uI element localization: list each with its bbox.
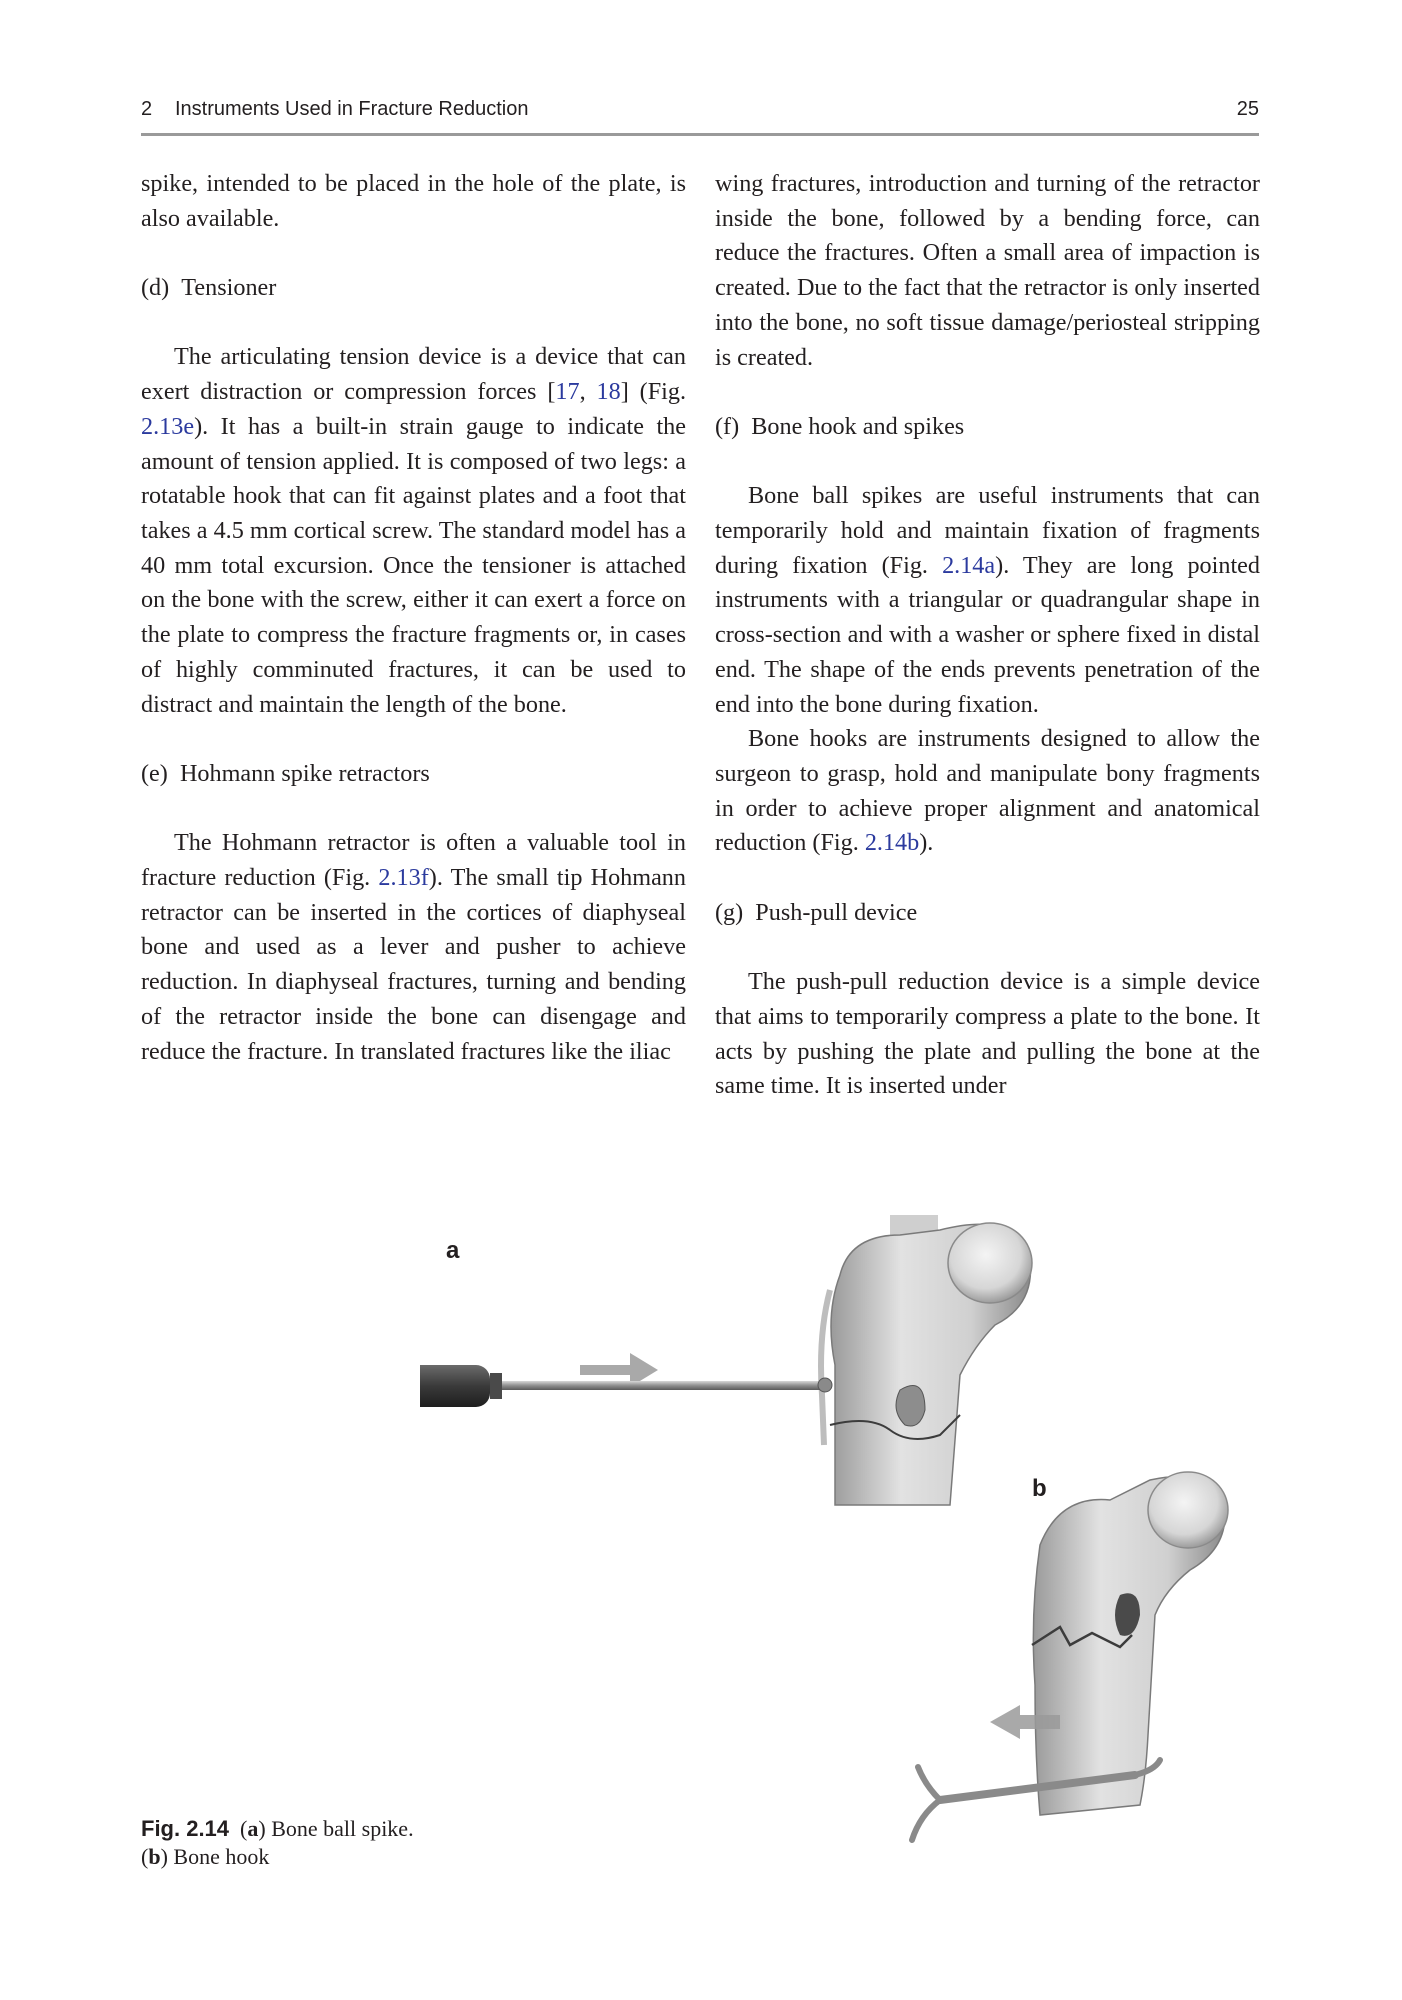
figure-link[interactable]: 2.13e — [141, 412, 195, 440]
section-heading-d: (d) Tensioner — [141, 274, 277, 302]
section-heading-g: (g) Push-pull device — [715, 898, 918, 926]
left-column — [141, 167, 686, 1069]
figure-link[interactable]: 2.14a — [942, 551, 996, 579]
figure-label-a: a — [446, 1237, 460, 1264]
running-head — [141, 96, 1259, 126]
chapter-title: Instruments Used in Fracture Reduction — [175, 98, 529, 120]
paragraph-tensioner: The articulating tension device is a device that can exert distraction or compression forces [17, 18] (Fig. 2.13e). It has a built-in strain gauge to indicate the amount of tension applied. It is composed of two legs: a rotatable hook that can fit against plates and a foot that takes a 4.5 mm cortical screw. The standard model has a 40 mm total excursion. Once the tensioner is attached on the bone with the screw, either it can exert a force on the plate to compress the fracture fragments or, in cases of highly comminuted fractures, it can be used to distract and maintain the length of the bone. — [141, 343, 687, 718]
figure-caption: Fig. 2.14 (a) Bone ball spike. (b) Bone hook — [141, 1816, 414, 1869]
section-heading-e: (e) Hohmann spike retractors — [141, 759, 430, 787]
caption-number: Fig. 2.14 — [141, 1816, 230, 1841]
paragraph-push-pull: The push-pull reduction device is a simple device that aims to temporarily compress a plate to the bone. It acts by pushing the plate and pulling the bone at the same time. It is inserted under — [715, 968, 1260, 1100]
figure-link[interactable]: 2.14b — [864, 829, 920, 857]
figure-link[interactable]: 2.13f — [378, 864, 429, 891]
paragraph: wing fractures, introduction and turning of the retractor inside the bone, followed by a bending force, can reduce the fractures. Often a small area of impaction is created. Due to the fact that the retractor is only inserted into the bone, no soft tissue damage/periosteal stripping is created. — [715, 170, 1260, 371]
bone-ball-spike-illustration — [420, 1215, 1032, 1505]
page-number: 25 — [1236, 98, 1259, 120]
paragraph-bone-ball-spikes: Bone ball spikes are useful instruments that can temporarily hold and maintain fixation of fragments during fixation (Fig. 2.14a). They are long pointed instruments with a triangular or quadrangular shape in cross-section and with a washer or sphere fixed in distal end. The shape of the ends prevents penetration of the end into the bone during fixation. — [715, 482, 1260, 718]
paragraph: spike, intended to be placed in the hole of the plate, is also available. — [141, 170, 686, 232]
section-heading-f: (f) Bone hook and spikes — [715, 412, 965, 440]
right-column — [715, 167, 1260, 1104]
bone-hook-illustration — [912, 1472, 1228, 1840]
paragraph-bone-hooks: Bone hooks are instruments designed to allow the surgeon to grasp, hold and manipulate bony fragments in order to achieve proper alignment and anatomical reduction (Fig. 2.14b). — [715, 725, 1260, 857]
figure-2-14 — [420, 1215, 1260, 1865]
chapter-number: 2 — [141, 98, 153, 120]
paragraph-hohmann: The Hohmann retractor is often a valuable tool in fracture reduction (Fig. 2.13f). The small tip Hohmann retractor can be inserted in the cortices of diaphyseal bone and used as a lever and pusher to achieve reduction. In diaphyseal fractures, turning and bending of the retractor inside the bone can disengage and reduce the fracture. In translated fractures like the iliac — [141, 829, 686, 1065]
header-rule — [141, 133, 1259, 136]
figure-illustration — [420, 1215, 1260, 1865]
figure-label-b: b — [1032, 1475, 1047, 1502]
reference-link[interactable]: 17 — [555, 378, 580, 406]
reference-link[interactable]: 18 — [596, 378, 621, 406]
